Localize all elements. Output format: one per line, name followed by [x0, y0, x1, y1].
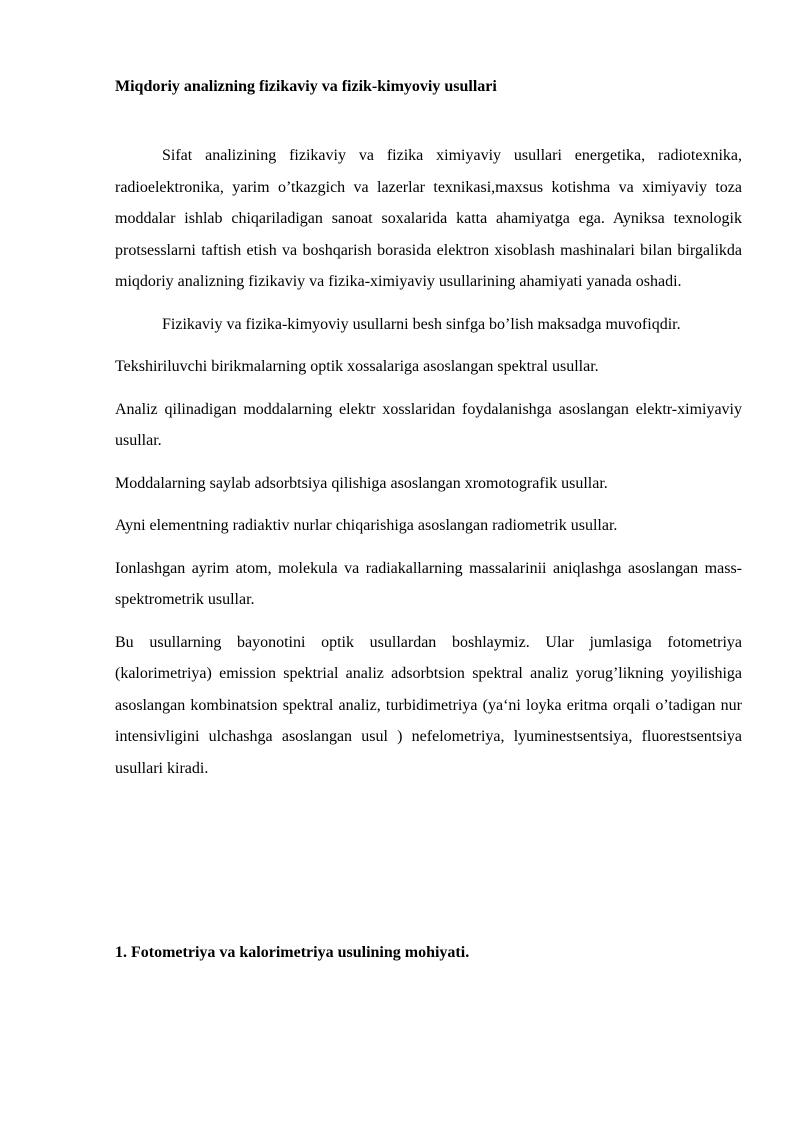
paragraph-classification: Fizikaviy va fizika-kimyoviy usullarni besh sinfga bo’lish maksadga muvofiqdir.: [162, 315, 681, 333]
paragraph-intro: Sifat analizining fizikaviy va fizika ximiyaviy usullari energetika, radiotexnika, radioelektronika, yarim o’tkazgich va lazerlar texnikasi,maxsus kotishma va ximiyaviy toza moddalar ishlab chiqariladigan sanoat soxalarida katta ahamiyatga ega. Ayniksa texnologik protsesslarni taftish etish va boshqarish borasida elektron xisoblash mashinalari bilan birgalikda miqdoriy analizning fizikaviy va fizika-ximiyaviy usullarining ahamiyati yanada oshadi.: [115, 147, 742, 290]
paragraph-electrochemical-methods: Analiz qilinadigan moddalarning elektr xosslaridan foydalanishga asoslangan elektr-ximiyaviy usullar.: [115, 400, 742, 449]
paragraph-optical-methods: Bu usullarning bayonotini optik usullardan boshlaymiz. Ular jumlasiga fotometriya (kalorimetriya) emission spektrial analiz adsorbtsion spektral analiz yorug’likning yoyilishiga asoslangan kombinatsion spektral analiz, turbidimetriya (ya‘ni loyka eritma orqali o’tadigan nur intensivligini ulchashga asoslangan usul ) nefelometriya, lyuminestsentsiya, fluorestsentsiya usullari kiradi.: [115, 633, 742, 777]
paragraph-radiometric-methods: Ayni elementning radiaktiv nurlar chiqarishiga asoslangan radiometrik usullar.: [115, 517, 618, 534]
paragraph-spectral-methods: Tekshiriluvchi birikmalarning optik xossalariga asoslangan spektral usullar.: [115, 358, 599, 375]
section-heading: 1. Fotometriya va kalorimetriya usulining mohiyati.: [115, 944, 470, 961]
document-title: Miqdoriy analizning fizikaviy va fizik-kimyoviy usullari: [115, 78, 497, 95]
paragraph-chromatographic-methods: Moddalarning saylab adsorbtsiya qilishiga asoslangan xromotografik usullar.: [115, 474, 608, 492]
paragraph-mass-spectrometric-methods: Ionlashgan ayrim atom, molekula va radiakallarning massalarinii aniqlashga asoslangan mass-spektrometrik usullar.: [115, 559, 742, 608]
document-body: [115, 140, 742, 795]
